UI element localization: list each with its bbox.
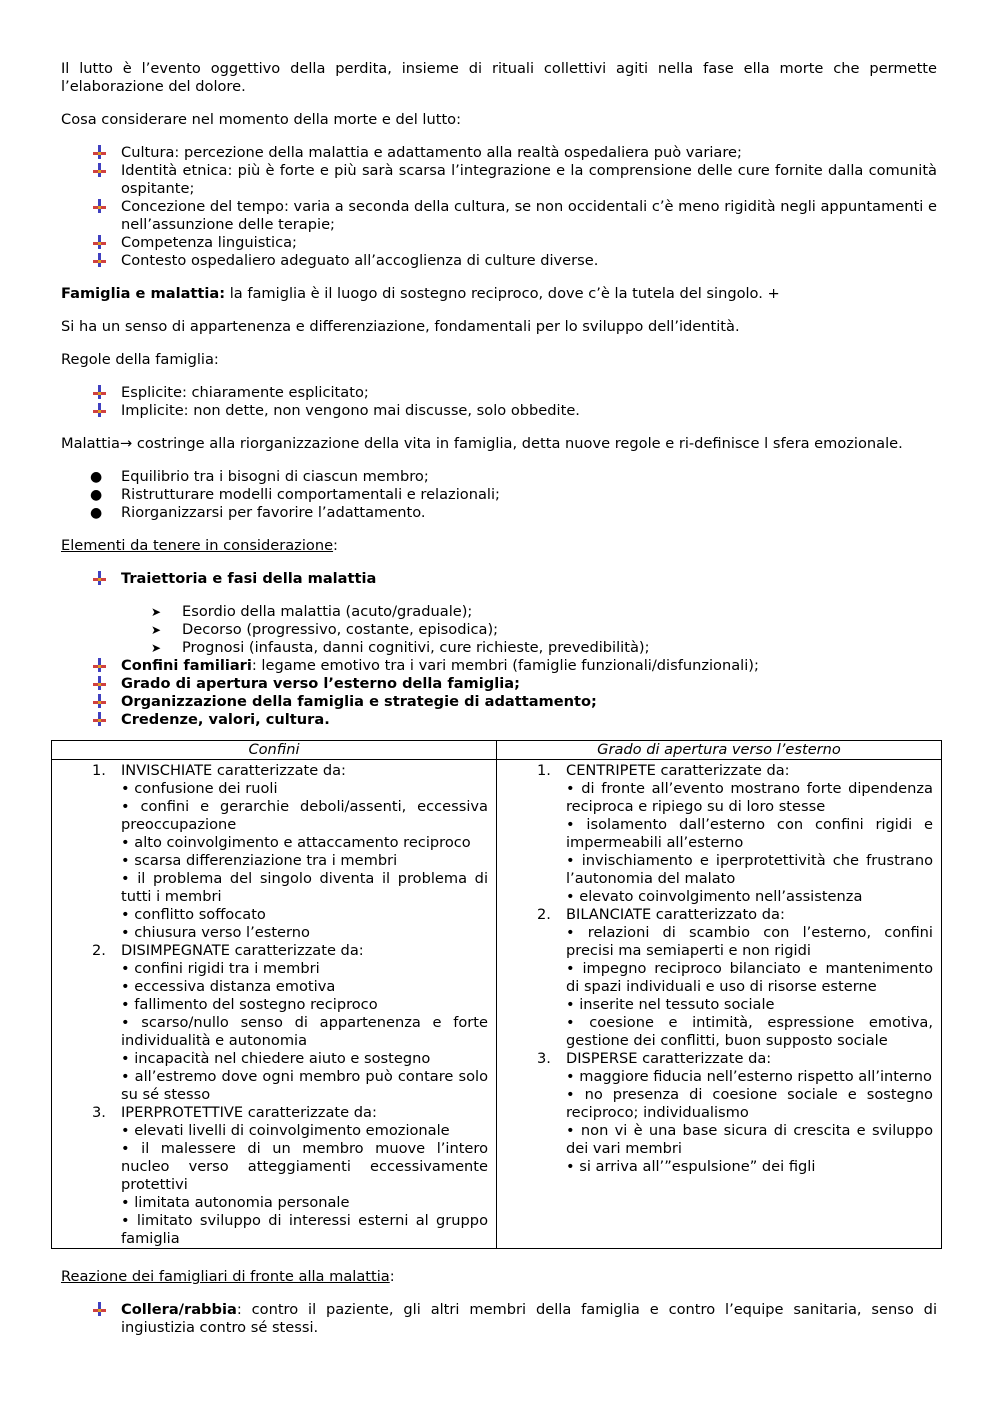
table-item: • impegno reciproco bilanciato e mantenimento di spazi individuali e uso di risorse esterne [566, 960, 933, 995]
table-header-grado: Grado di apertura verso l’esterno [497, 741, 942, 760]
regole-title: Regole della famiglia: [61, 351, 219, 368]
group-title-text: DISPERSE caratterizzate da: [566, 1050, 772, 1067]
appartenenza-paragraph: Si ha un senso di appartenenza e differenziazione, fondamentali per lo sviluppo dell’identità. [61, 318, 740, 335]
chevron-bullet-icon: ➤ [151, 623, 162, 637]
elementi-list [61, 570, 937, 588]
list-item: ➤ Decorso (progressivo, costante, episodica); [151, 621, 499, 638]
table-item: • il problema del singolo diventa il problema di tutti i membri [121, 870, 488, 905]
elementi-list-2 [61, 657, 937, 729]
group-title-text: CENTRIPETE caratterizzate da: [566, 762, 790, 779]
list-number: 3. [537, 1050, 551, 1067]
fasi-sublist [61, 603, 937, 657]
list-number: 1. [92, 762, 106, 779]
table-item: • eccessiva distanza emotiva [121, 978, 336, 995]
famiglia-paragraph: Famiglia e malattia: la famiglia è il luogo di sostegno reciproco, dove c’è la tutela del singolo. + [61, 285, 780, 302]
intro-paragraph: Il lutto è l’evento oggettivo della perdita, insieme di rituali collettivi agiti nella fase ella morte che permette l’elaborazione del dolore. [61, 60, 937, 95]
table-item: • no presenza di coesione sociale e sostegno reciproco; individualismo [566, 1086, 933, 1121]
list-item: ● Ristrutturare modelli comportamentali e relazionali; [90, 486, 500, 503]
arrow-bullet-icon [93, 145, 106, 159]
chevron-bullet-icon: ➤ [151, 605, 162, 619]
reazione-title: Reazione dei famigliari di fronte alla malattia: [61, 1268, 395, 1285]
malattia-paragraph: Malattia→ costringe alla riorganizzazione della vita in famiglia, detta nuove regole e ri-definisce l sfera emozionale. [61, 435, 903, 452]
list-number: 1. [537, 762, 551, 779]
table-item: • il malessere di un membro muove l’intero nucleo verso atteggiamenti eccessivamente protettivi [121, 1140, 488, 1193]
arrow-bullet-icon [93, 253, 106, 267]
list-item: Credenze, valori, cultura. [61, 711, 937, 729]
list-item: Competenza linguistica; [61, 234, 937, 252]
table-item: • limitato sviluppo di interessi esterni al gruppo famiglia [121, 1212, 488, 1247]
group-title-text: BILANCIATE caratterizzato da: [566, 906, 785, 923]
group-title-text: IPERPROTETTIVE caratterizzate da: [121, 1104, 377, 1121]
table-cell-confini [52, 760, 497, 1249]
list-item: Implicite: non dette, non vengono mai discusse, solo obbedite. [61, 402, 937, 420]
table-item: • confusione dei ruoli [121, 780, 278, 797]
arrow-bullet-icon [93, 235, 106, 249]
list-number: 2. [92, 942, 106, 959]
considerare-title: Cosa considerare nel momento della morte e del lutto: [61, 111, 462, 128]
arrow-bullet-icon [93, 694, 106, 708]
list-item: Traiettoria e fasi della malattia [61, 570, 937, 588]
document-page [61, 60, 937, 744]
table-group-title [497, 1050, 941, 1068]
table-item: • inserite nel tessuto sociale [566, 996, 775, 1013]
arrow-bullet-icon [93, 676, 106, 690]
bullet-dot-icon: ● [90, 505, 103, 521]
bullet-dot-icon: ● [90, 487, 103, 503]
table-item: • conflitto soffocato [121, 906, 266, 923]
list-number: 3. [92, 1104, 106, 1121]
list-item: ● Equilibrio tra i bisogni di ciascun membro; [90, 468, 429, 485]
confini-column [52, 760, 496, 1248]
list-item: Cultura: percezione della malattia e adattamento alla realtà ospedaliera può variare; [61, 144, 937, 162]
table-item: • di fronte all’evento mostrano forte dipendenza reciproca e ripiego su di loro stesse [566, 780, 933, 815]
table-item: • si arriva all’”espulsione” dei figli [566, 1158, 816, 1175]
reazione-section [61, 1268, 937, 1352]
table-item: • non vi è una base sicura di crescita e sviluppo dei vari membri [566, 1122, 933, 1157]
arrow-bullet-icon [93, 163, 106, 177]
arrow-bullet-icon [93, 571, 106, 585]
list-item: Contesto ospedaliero adeguato all’accoglienza di culture diverse. [61, 252, 937, 270]
reazione-list [61, 1301, 937, 1337]
regole-list [61, 384, 937, 420]
list-item: Grado di apertura verso l’esterno della famiglia; [61, 675, 937, 693]
table-item: • fallimento del sostegno reciproco [121, 996, 378, 1013]
table-group-title [497, 906, 941, 924]
table-group-title [52, 1104, 496, 1122]
arrow-bullet-icon [93, 199, 106, 213]
table-item: • incapacità nel chiedere aiuto e sostegno [121, 1050, 431, 1067]
table-item: • elevati livelli di coinvolgimento emozionale [121, 1122, 450, 1139]
elementi-title: Elementi da tenere in considerazione: [61, 537, 338, 554]
list-item: ➤ Esordio della malattia (acuto/graduale); [151, 603, 473, 620]
list-item: Identità etnica: più è forte e più sarà scarsa l’integrazione e la comprensione delle cure fornite dalla comunità ospitante; [61, 162, 937, 198]
table-item: • maggiore fiducia nell’esterno rispetto all’interno [566, 1068, 932, 1085]
arrow-bullet-icon [93, 403, 106, 417]
chevron-bullet-icon: ➤ [151, 641, 162, 655]
considerare-list [61, 144, 937, 270]
arrow-bullet-icon [93, 658, 106, 672]
table-cell-grado [497, 760, 942, 1249]
list-item: ➤ Prognosi (infausta, danni cognitivi, cure richieste, prevedibilità); [151, 639, 650, 656]
table-item: • confini rigidi tra i membri [121, 960, 320, 977]
table-item: • isolamento dall’esterno con confini rigidi e impermeabili all’esterno [566, 816, 933, 851]
table-item: • chiusura verso l’esterno [121, 924, 310, 941]
list-item: Concezione del tempo: varia a seconda della cultura, se non occidentali c’è meno rigidità negli appuntamenti e nell’assunzione delle terapie; [61, 198, 937, 234]
bullet-dot-icon: ● [90, 469, 103, 485]
table-item: • scarsa differenziazione tra i membri [121, 852, 398, 869]
list-item: Confini familiari: legame emotivo tra i vari membri (famiglie funzionali/disfunzionali); [61, 657, 937, 675]
table-item: • scarso/nullo senso di appartenenza e forte individualità e autonomia [121, 1014, 488, 1049]
arrow-bullet-icon [93, 712, 106, 726]
famiglie-table [51, 740, 942, 1249]
list-item: Collera/rabbia: contro il paziente, gli altri membri della famiglia e contro l’equipe sanitaria, senso di ingiustizia contro sé stessi. [61, 1301, 937, 1337]
table-item: • elevato coinvolgimento nell’assistenza [566, 888, 863, 905]
list-item: Esplicite: chiaramente esplicitato; [61, 384, 937, 402]
table-item: • confini e gerarchie deboli/assenti, eccessiva preoccupazione [121, 798, 488, 833]
table-item: • all’estremo dove ogni membro può contare solo su sé stesso [121, 1068, 488, 1103]
table-item: • coesione e intimità, espressione emotiva, gestione dei conflitti, buon supposto sociale [566, 1014, 933, 1049]
table-item: • limitata autonomia personale [121, 1194, 350, 1211]
group-title-text: DISIMPEGNATE caratterizzate da: [121, 942, 364, 959]
list-item: Organizzazione della famiglia e strategie di adattamento; [61, 693, 937, 711]
table-item: • alto coinvolgimento e attaccamento reciproco [121, 834, 471, 851]
table-item: • invischiamento e iperprotettività che frustrano l’autonomia del malato [566, 852, 933, 887]
table-header-confini: Confini [52, 741, 497, 760]
grado-column [497, 760, 941, 1176]
malattia-list [61, 468, 937, 522]
list-number: 2. [537, 906, 551, 923]
table-group-title [52, 942, 496, 960]
arrow-bullet-icon [93, 385, 106, 399]
table-group-title [497, 762, 941, 780]
arrow-bullet-icon [93, 1302, 106, 1316]
group-title-text: INVISCHIATE caratterizzate da: [121, 762, 346, 779]
list-item: ● Riorganizzarsi per favorire l’adattamento. [90, 504, 426, 521]
table-group-title [52, 762, 496, 780]
table-item: • relazioni di scambio con l’esterno, confini precisi ma semiaperti e non rigidi [566, 924, 933, 959]
